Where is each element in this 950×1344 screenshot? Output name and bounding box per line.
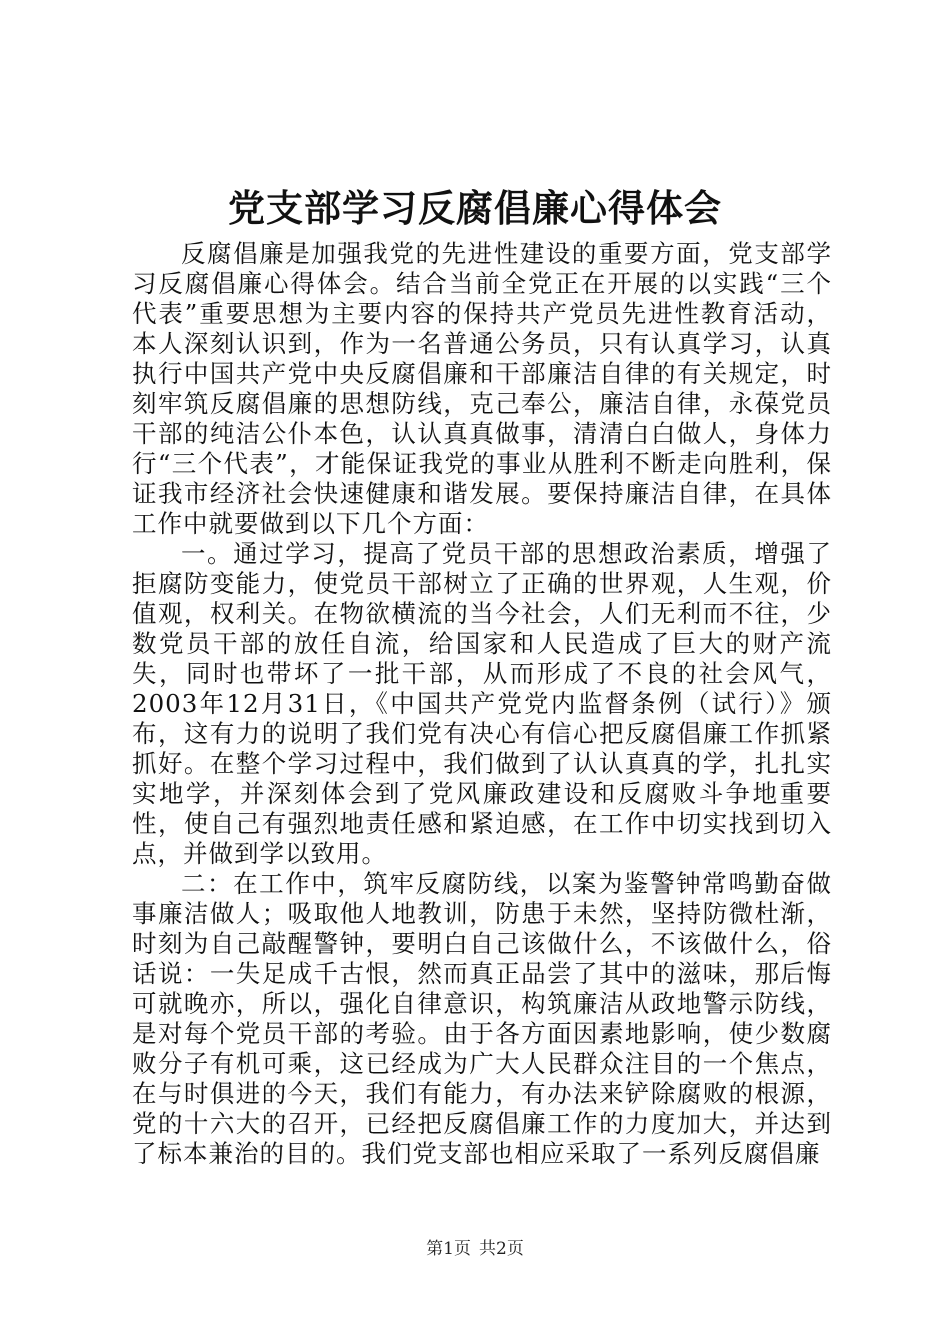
paragraph-point-two: 二：在工作中，筑牢反腐防线，以案为鉴警钟常鸣勤奋做事廉洁做人；吸取他人地教训，防患于未然，坚持防微杜渐，时刻为自己敲醒警钟，要明白自己该做什么，不该做什么，俗话说：一失足成千古恨，然而真正品尝了其中的滋味，那后悔可就晚亦，所以，强化自律意识，构筑廉洁从政地警示防线，是对每个党员干部的考验。由于各方面因素地影响，使少数腐败分子有机可乘，这已经成为广大人民群众注目的一个焦点，在与时俱进的今天，我们有能力，有办法来铲除腐败的根源，党的十六大的召开，已经把反腐倡廉工作的力度加大，并达到了标本兼治的目的。我们党支部也相应采取了一系列反腐倡廉 xyxy=(132,869,832,1168)
page-total: 共2页 xyxy=(479,1239,524,1259)
paragraph-intro: 反腐倡廉是加强我党的先进性建设的重要方面，党支部学习反腐倡廉心得体会。结合当前全党正在开展的以实践“三个代表”重要思想为主要内容的保持共产党员先进性教育活动，本人深刻认识到，作为一名普通公务员，只有认真学习，认真执行中国共产党中央反腐倡廉和干部廉洁自律的有关规定，时刻牢筑反腐倡廉的思想防线，克己奉公，廉洁自律，永葆党员干部的纯洁公仆本色，认认真真做事，清清白白做人，身体力行“三个代表”，才能保证我党的事业从胜利不断走向胜利，保证我市经济社会快速健康和谐发展。要保持廉洁自律，在具体工作中就要做到以下几个方面： xyxy=(132,239,832,538)
page-number: 第1页 xyxy=(426,1239,471,1259)
page-footer xyxy=(0,1237,950,1261)
paragraph-point-one: 一。通过学习，提高了党员干部的思想政治素质，增强了拒腐防变能力，使党员干部树立了正确的世界观，人生观，价值观，权利关。在物欲横流的当今社会，人们无利而不往，少数党员干部的放任自流，给国家和人民造成了巨大的财产流失，同时也带坏了一批干部，从而形成了不良的社会风气，2003年12月31日，《中国共产党党内监督条例（试行）》颁布，这有力的说明了我们党有决心有信心把反腐倡廉工作抓紧抓好。在整个学习过程中，我们做到了认认真真的学，扎扎实实地学，并深刻体会到了党风廉政建设和反腐败斗争地重要性，使自己有强烈地责任感和紧迫感，在工作中切实找到切入点，并做到学以致用。 xyxy=(132,539,832,868)
document-title: 党支部学习反腐倡廉心得体会 xyxy=(228,186,722,230)
document-body xyxy=(132,239,832,1169)
